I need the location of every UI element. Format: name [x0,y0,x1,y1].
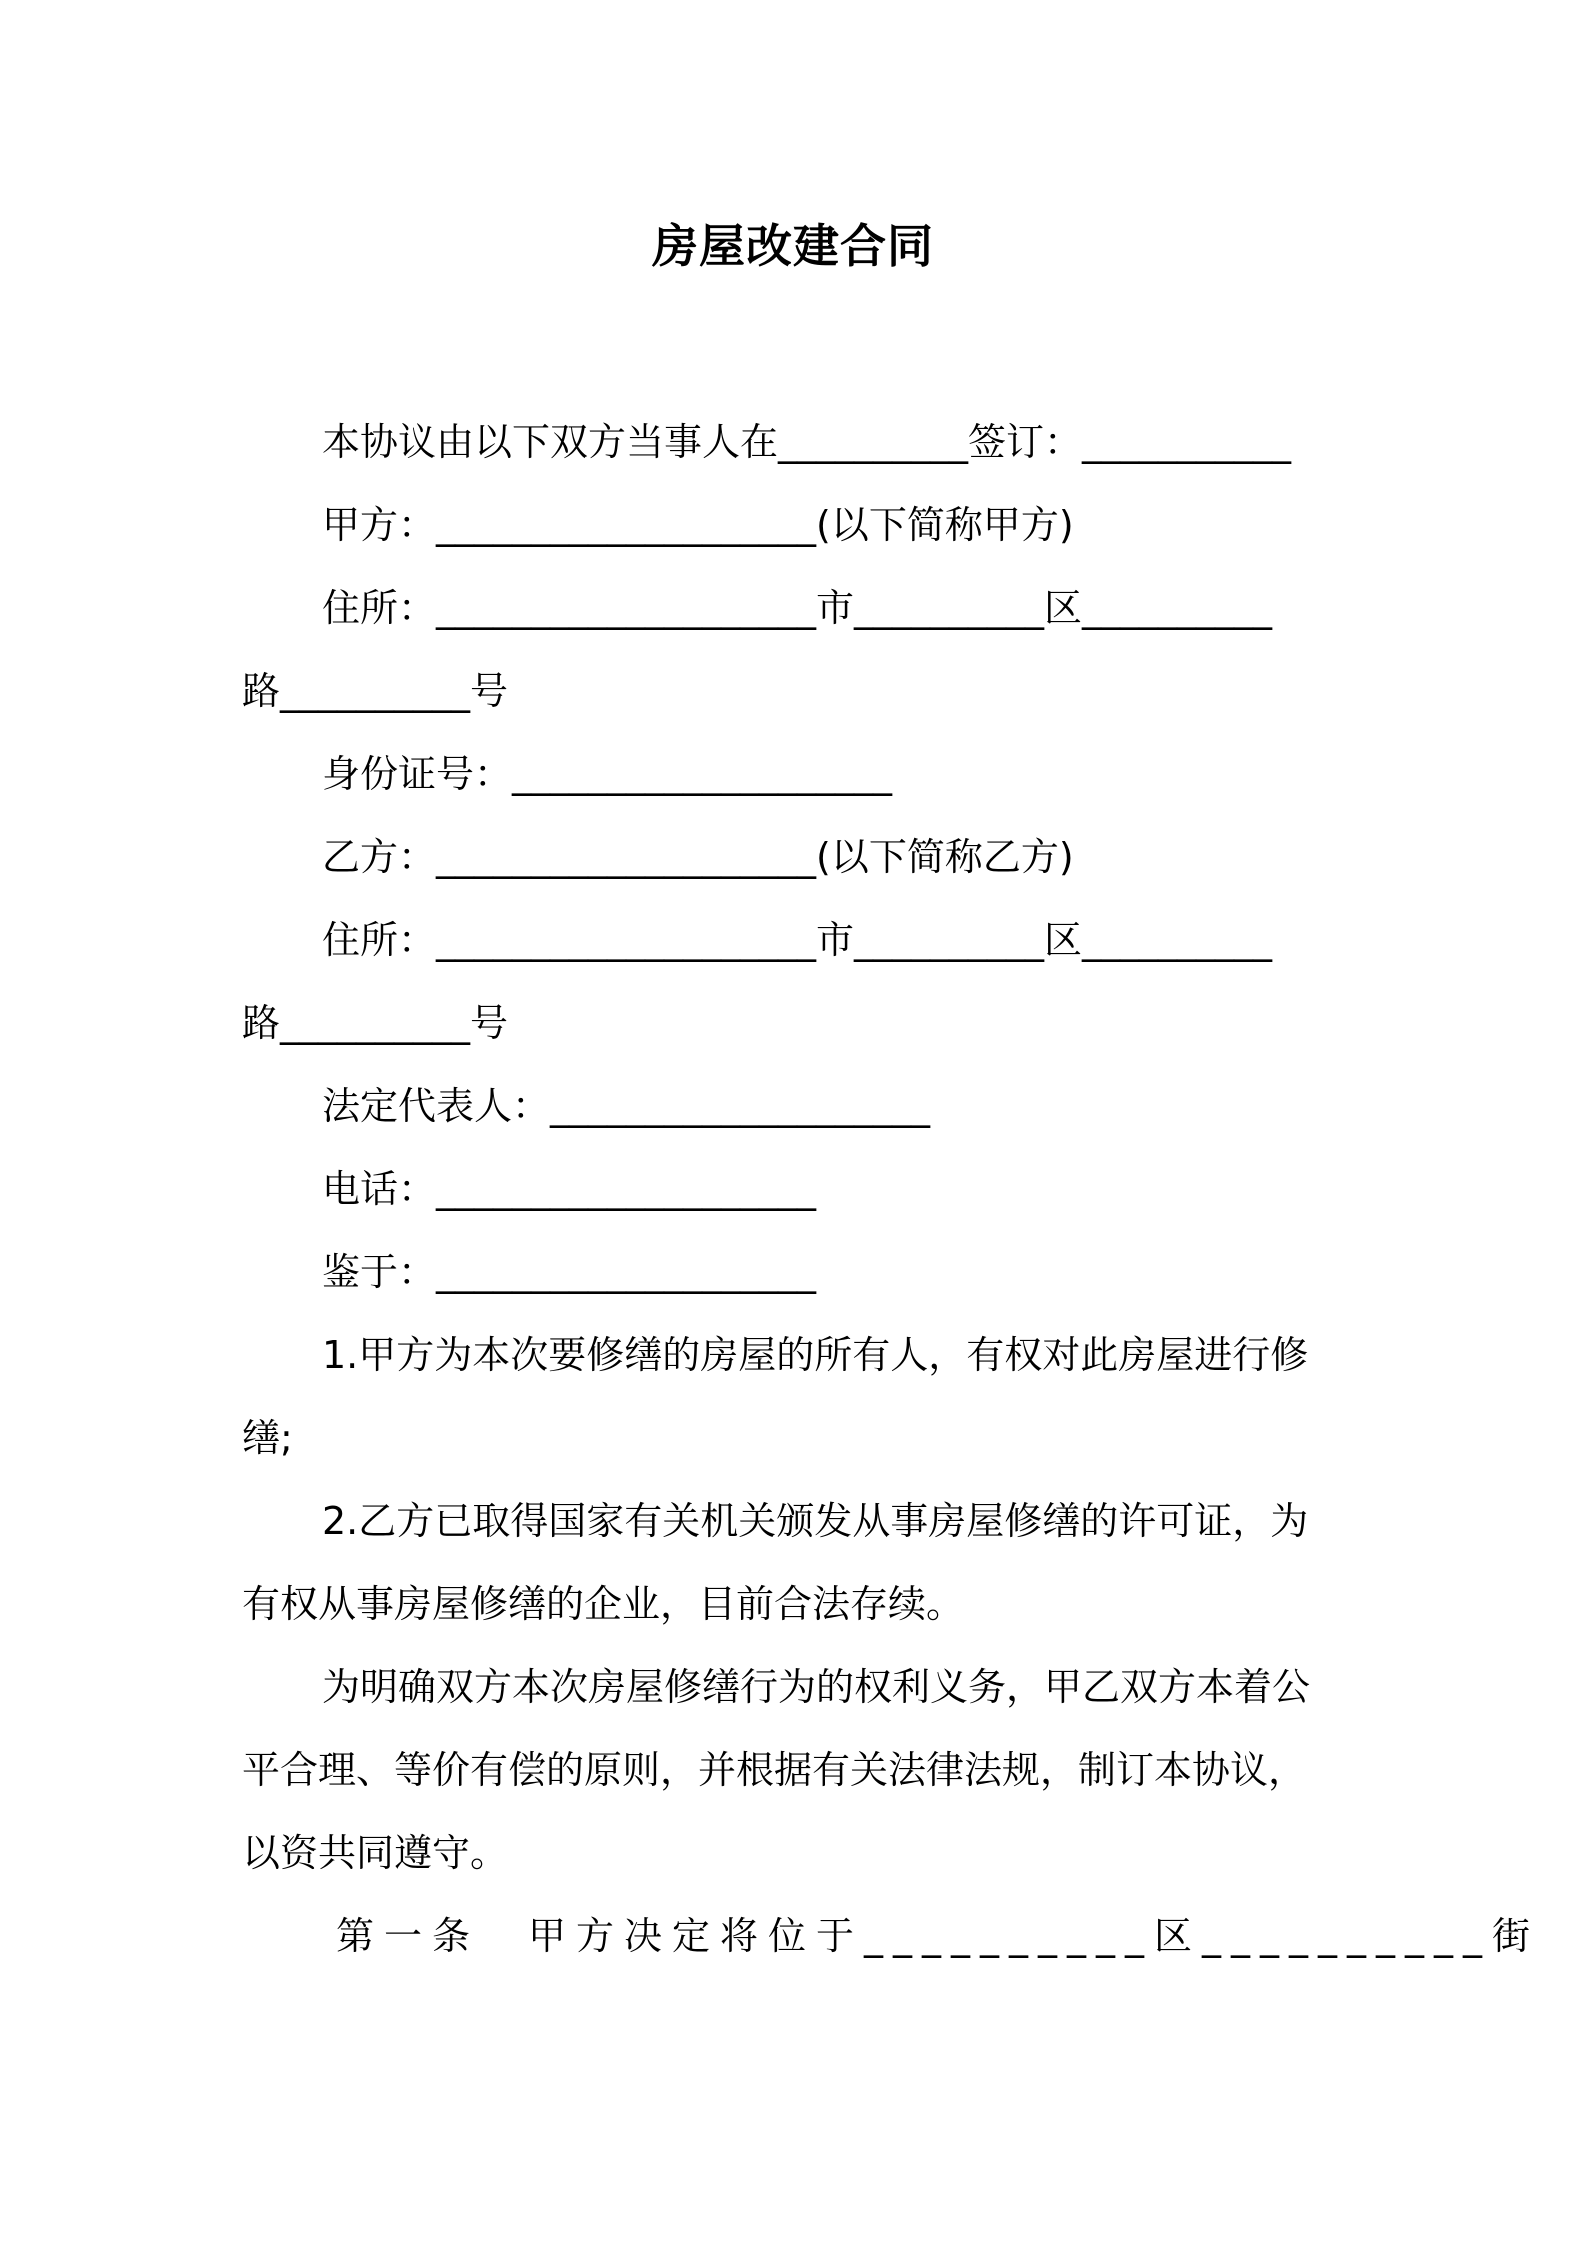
whereas-line: 鉴于：____________________ [322,1250,817,1294]
party-a-id-line: 身份证号：____________________ [322,752,893,796]
purpose-line-2: 平合理、等价有偿的原则，并根据有关法律法规，制订本协议， [242,1748,1307,1792]
legal-representative-line: 法定代表人：____________________ [322,1084,931,1128]
party-b-road-line: 路__________号 [242,1001,509,1045]
article-1-line: 第一条 甲方决定将位于__________区__________街 [336,1914,1541,1958]
clause-1-line-2: 缮; [242,1416,293,1460]
signing-place-line: 本协议由以下双方当事人在__________签订：___________ [322,420,1292,464]
clause-2-line-1: 2.乙方已取得国家有关机关颁发从事房屋修缮的许可证，为 [322,1499,1309,1543]
party-a-line: 甲方：____________________(以下简称甲方) [322,503,1074,547]
party-b-line: 乙方：____________________(以下简称乙方) [322,835,1074,879]
document-title: 房屋改建合同 [652,219,934,273]
party-a-address-line: 住所：____________________市__________区__________ [322,586,1273,630]
party-a-road-line: 路__________号 [242,669,509,713]
party-b-address-line: 住所：____________________市__________区__________ [322,918,1273,962]
clause-2-line-2: 有权从事房屋修缮的企业，目前合法存续。 [242,1582,965,1626]
phone-line: 电话：____________________ [322,1167,817,1211]
clause-1-line-1: 1.甲方为本次要修缮的房屋的所有人，有权对此房屋进行修 [322,1333,1309,1377]
purpose-line-3: 以资共同遵守。 [242,1831,509,1875]
purpose-line-1: 为明确双方本次房屋修缮行为的权利义务，甲乙双方本着公 [322,1665,1311,1709]
